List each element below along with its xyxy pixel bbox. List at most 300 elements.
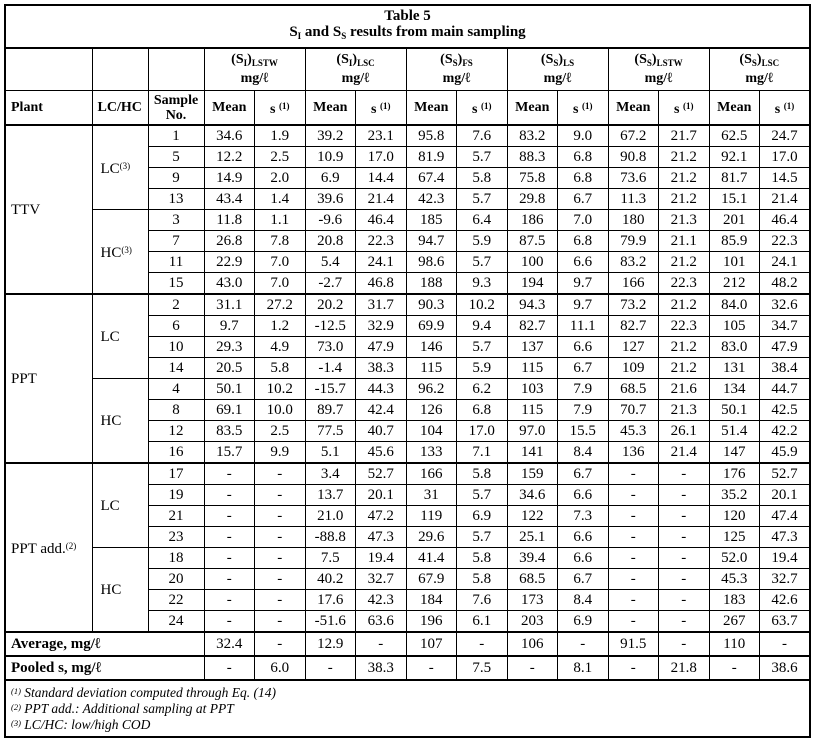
value-cell: 2.5 <box>255 147 306 168</box>
summary-value-cell: 12.9 <box>305 632 356 656</box>
summary-value-cell: 7.5 <box>457 656 508 680</box>
value-cell: 6.7 <box>558 569 609 590</box>
value-cell: 97.0 <box>507 421 558 442</box>
sample-no-cell: 20 <box>148 569 204 590</box>
summary-value-cell: 8.1 <box>558 656 609 680</box>
sample-no-cell: 14 <box>148 358 204 379</box>
sample-no-cell: 10 <box>148 337 204 358</box>
value-cell: -51.6 <box>305 611 356 633</box>
value-cell: 31.1 <box>204 294 255 316</box>
value-cell: 89.7 <box>305 400 356 421</box>
value-cell: 101 <box>709 252 760 273</box>
value-cell: 45.6 <box>356 442 407 464</box>
value-cell: - <box>659 569 710 590</box>
value-cell: 166 <box>608 273 659 295</box>
summary-value-cell: - <box>406 656 457 680</box>
value-cell: 7.9 <box>558 400 609 421</box>
value-cell: 115 <box>406 358 457 379</box>
value-cell: - <box>204 548 255 569</box>
value-cell: 23.1 <box>356 125 407 147</box>
group-header-S-LSTW: $(S_S)_{LSTW}$ mg/ℓ <box>608 48 709 91</box>
value-cell: 21.3 <box>659 210 710 231</box>
value-cell: 141 <box>507 442 558 464</box>
value-cell: 45.3 <box>608 421 659 442</box>
value-cell: 100 <box>507 252 558 273</box>
value-cell: 11.1 <box>558 316 609 337</box>
s-header: s $^{(1)}$ <box>760 91 811 126</box>
value-cell: 104 <box>406 421 457 442</box>
sample-no-cell: 3 <box>148 210 204 231</box>
value-cell: 14.9 <box>204 168 255 189</box>
value-cell: 201 <box>709 210 760 231</box>
value-cell: 10.9 <box>305 147 356 168</box>
value-cell: - <box>255 611 306 633</box>
value-cell: - <box>255 527 306 548</box>
value-cell: 14.5 <box>760 168 811 189</box>
value-cell: - <box>659 590 710 611</box>
value-cell: 7.5 <box>305 548 356 569</box>
value-cell: 24.1 <box>760 252 811 273</box>
value-cell: 1.1 <box>255 210 306 231</box>
value-cell: 50.1 <box>709 400 760 421</box>
value-cell: 75.8 <box>507 168 558 189</box>
value-cell: 5.7 <box>457 527 508 548</box>
value-cell: 9.7 <box>558 273 609 295</box>
value-cell: 83.0 <box>709 337 760 358</box>
footnote: $^{(2)}$ PPT add.: Additional sampling at PPT <box>11 701 234 716</box>
value-cell: 21.4 <box>356 189 407 210</box>
mean-header: Mean <box>305 91 356 126</box>
value-cell: 21.2 <box>659 147 710 168</box>
value-cell: 203 <box>507 611 558 633</box>
table-row <box>5 379 810 400</box>
value-cell: 68.5 <box>507 569 558 590</box>
table5 <box>4 4 811 738</box>
s-header: s $^{(1)}$ <box>659 91 710 126</box>
value-cell: 24.7 <box>760 125 811 147</box>
value-cell: 120 <box>709 506 760 527</box>
value-cell: 21.2 <box>659 358 710 379</box>
sample-no-cell: 19 <box>148 485 204 506</box>
value-cell: 83.5 <box>204 421 255 442</box>
value-cell: 7.9 <box>558 379 609 400</box>
value-cell: 51.4 <box>709 421 760 442</box>
value-cell: - <box>608 506 659 527</box>
value-cell: 4.9 <box>255 337 306 358</box>
value-cell: 5.7 <box>457 485 508 506</box>
value-cell: 20.5 <box>204 358 255 379</box>
value-cell: 103 <box>507 379 558 400</box>
summary-value-cell: - <box>608 656 659 680</box>
value-cell: 176 <box>709 463 760 485</box>
lchc-label-cell: LC <box>92 294 148 379</box>
value-cell: 6.8 <box>558 147 609 168</box>
value-cell: 136 <box>608 442 659 464</box>
value-cell: 43.0 <box>204 273 255 295</box>
value-cell: 21.4 <box>760 189 811 210</box>
value-cell: 126 <box>406 400 457 421</box>
value-cell: 122 <box>507 506 558 527</box>
value-cell: 47.9 <box>760 337 811 358</box>
value-cell: 6.8 <box>457 400 508 421</box>
value-cell: 15.5 <box>558 421 609 442</box>
sample-no-header: Sample No. <box>148 91 204 126</box>
value-cell: 41.4 <box>406 548 457 569</box>
value-cell: 46.8 <box>356 273 407 295</box>
value-cell: 183 <box>709 590 760 611</box>
summary-value-cell: - <box>659 632 710 656</box>
value-cell: 35.2 <box>709 485 760 506</box>
value-cell: 43.4 <box>204 189 255 210</box>
group-header-S-LSC: $(S_S)_{LSC}$ mg/ℓ <box>709 48 810 91</box>
sample-no-cell: 8 <box>148 400 204 421</box>
value-cell: 26.8 <box>204 231 255 252</box>
value-cell: 47.4 <box>760 506 811 527</box>
value-cell: 73.2 <box>608 294 659 316</box>
value-cell: 6.6 <box>558 548 609 569</box>
value-cell: -1.4 <box>305 358 356 379</box>
blank-header-cell <box>92 48 148 91</box>
value-cell: 6.9 <box>457 506 508 527</box>
value-cell: - <box>608 569 659 590</box>
value-cell: 27.2 <box>255 294 306 316</box>
value-cell: 12.2 <box>204 147 255 168</box>
value-cell: 34.7 <box>760 316 811 337</box>
value-cell: 68.5 <box>608 379 659 400</box>
sample-no-cell: 5 <box>148 147 204 168</box>
value-cell: 1.4 <box>255 189 306 210</box>
value-cell: - <box>255 506 306 527</box>
value-cell: 20.2 <box>305 294 356 316</box>
summary-value-cell: - <box>356 632 407 656</box>
value-cell: - <box>608 611 659 633</box>
value-cell: 11.3 <box>608 189 659 210</box>
value-cell: -12.5 <box>305 316 356 337</box>
value-cell: 7.6 <box>457 125 508 147</box>
value-cell: - <box>659 611 710 633</box>
summary-value-cell: - <box>305 656 356 680</box>
value-cell: 6.8 <box>558 231 609 252</box>
value-cell: 39.4 <box>507 548 558 569</box>
value-cell: 81.7 <box>709 168 760 189</box>
plant-label-cell: TTV <box>5 125 92 294</box>
summary-value-cell: 6.0 <box>255 656 306 680</box>
value-cell: 11.8 <box>204 210 255 231</box>
value-cell: 70.7 <box>608 400 659 421</box>
value-cell: 5.9 <box>457 358 508 379</box>
value-cell: 6.7 <box>558 189 609 210</box>
plant-label-cell: PPT add.$^{(2)}$ <box>5 463 92 632</box>
value-cell: 39.6 <box>305 189 356 210</box>
column-header-row <box>5 91 810 126</box>
value-cell: 6.4 <box>457 210 508 231</box>
table-row <box>5 294 810 316</box>
summary-value-cell: - <box>457 632 508 656</box>
group-header-S-FS: $(S_S)_{FS}$ mg/ℓ <box>406 48 507 91</box>
plant-header: Plant <box>5 91 92 126</box>
value-cell: 69.9 <box>406 316 457 337</box>
group-header-I-LSTW: $(S_I)_{LSTW}$ mg/ℓ <box>204 48 305 91</box>
value-cell: 67.9 <box>406 569 457 590</box>
value-cell: 34.6 <box>507 485 558 506</box>
value-cell: 119 <box>406 506 457 527</box>
average-row <box>5 632 810 656</box>
value-cell: - <box>659 506 710 527</box>
value-cell: 21.2 <box>659 168 710 189</box>
summary-value-cell: 106 <box>507 632 558 656</box>
value-cell: 22.9 <box>204 252 255 273</box>
value-cell: 6.6 <box>558 527 609 548</box>
value-cell: 32.6 <box>760 294 811 316</box>
sample-no-cell: 22 <box>148 590 204 611</box>
value-cell: - <box>255 590 306 611</box>
table-number: Table 5 <box>384 8 431 24</box>
value-cell: 6.9 <box>305 168 356 189</box>
value-cell: 42.3 <box>356 590 407 611</box>
value-cell: 8.4 <box>558 442 609 464</box>
value-cell: 20.1 <box>760 485 811 506</box>
value-cell: 10.2 <box>457 294 508 316</box>
value-cell: 173 <box>507 590 558 611</box>
value-cell: 9.3 <box>457 273 508 295</box>
value-cell: 45.3 <box>709 569 760 590</box>
pooled-s-row <box>5 656 810 680</box>
value-cell: 39.2 <box>305 125 356 147</box>
title-row <box>5 5 810 48</box>
value-cell: 52.7 <box>356 463 407 485</box>
value-cell: 47.2 <box>356 506 407 527</box>
value-cell: - <box>659 527 710 548</box>
value-cell: 38.4 <box>760 358 811 379</box>
value-cell: 7.6 <box>457 590 508 611</box>
value-cell: 94.3 <box>507 294 558 316</box>
value-cell: 10.0 <box>255 400 306 421</box>
mean-header: Mean <box>608 91 659 126</box>
value-cell: 20.8 <box>305 231 356 252</box>
sample-no-cell: 23 <box>148 527 204 548</box>
value-cell: 42.3 <box>406 189 457 210</box>
value-cell: 50.1 <box>204 379 255 400</box>
value-cell: - <box>608 548 659 569</box>
value-cell: 5.7 <box>457 337 508 358</box>
value-cell: 15.1 <box>709 189 760 210</box>
value-cell: 77.5 <box>305 421 356 442</box>
value-cell: 21.2 <box>659 189 710 210</box>
value-cell: 194 <box>507 273 558 295</box>
value-cell: 24.1 <box>356 252 407 273</box>
value-cell: 85.9 <box>709 231 760 252</box>
value-cell: 88.3 <box>507 147 558 168</box>
table-row <box>5 210 810 231</box>
summary-value-cell: - <box>507 656 558 680</box>
value-cell: 21.1 <box>659 231 710 252</box>
value-cell: 38.3 <box>356 358 407 379</box>
value-cell: 45.9 <box>760 442 811 464</box>
value-cell: 63.7 <box>760 611 811 633</box>
value-cell: 20.1 <box>356 485 407 506</box>
value-cell: 83.2 <box>608 252 659 273</box>
summary-value-cell: 38.6 <box>760 656 811 680</box>
summary-label-cell: Pooled s, mg/ℓ <box>5 656 204 680</box>
value-cell: 83.2 <box>507 125 558 147</box>
group-header-I-LSC: $(S_I)_{LSC}$ mg/ℓ <box>305 48 406 91</box>
table-row <box>5 125 810 147</box>
value-cell: 46.4 <box>760 210 811 231</box>
value-cell: 2.5 <box>255 421 306 442</box>
value-cell: 82.7 <box>507 316 558 337</box>
value-cell: 15.7 <box>204 442 255 464</box>
value-cell: 9.9 <box>255 442 306 464</box>
lchc-label-cell: LC$^{(3)}$ <box>92 125 148 210</box>
value-cell: 105 <box>709 316 760 337</box>
s-header: s $^{(1)}$ <box>255 91 306 126</box>
blank-header-cell <box>148 48 204 91</box>
value-cell: 42.2 <box>760 421 811 442</box>
value-cell: 5.7 <box>457 252 508 273</box>
value-cell: 7.8 <box>255 231 306 252</box>
lchc-label-cell: HC <box>92 548 148 633</box>
value-cell: 13.7 <box>305 485 356 506</box>
footnote: $^{(3)}$ LC/HC: low/high COD <box>11 717 151 732</box>
summary-value-cell: 107 <box>406 632 457 656</box>
sample-no-cell: 7 <box>148 231 204 252</box>
value-cell: 146 <box>406 337 457 358</box>
sample-no-cell: 16 <box>148 442 204 464</box>
value-cell: - <box>659 548 710 569</box>
value-cell: 21.7 <box>659 125 710 147</box>
value-cell: - <box>659 485 710 506</box>
value-cell: 3.4 <box>305 463 356 485</box>
value-cell: 186 <box>507 210 558 231</box>
sample-no-cell: 24 <box>148 611 204 633</box>
value-cell: 29.8 <box>507 189 558 210</box>
value-cell: 21.3 <box>659 400 710 421</box>
s-header: s $^{(1)}$ <box>356 91 407 126</box>
value-cell: 1.2 <box>255 316 306 337</box>
value-cell: 185 <box>406 210 457 231</box>
mean-header: Mean <box>709 91 760 126</box>
lchc-header: LC/HC <box>92 91 148 126</box>
value-cell: 79.9 <box>608 231 659 252</box>
value-cell: 134 <box>709 379 760 400</box>
sample-no-cell: 12 <box>148 421 204 442</box>
value-cell: 96.2 <box>406 379 457 400</box>
value-cell: 17.0 <box>457 421 508 442</box>
value-cell: 32.7 <box>356 569 407 590</box>
value-cell: - <box>255 569 306 590</box>
value-cell: 40.2 <box>305 569 356 590</box>
sample-no-cell: 17 <box>148 463 204 485</box>
summary-value-cell: 21.8 <box>659 656 710 680</box>
value-cell: 5.7 <box>457 189 508 210</box>
value-cell: 212 <box>709 273 760 295</box>
lchc-label-cell: LC <box>92 463 148 548</box>
value-cell: 21.2 <box>659 337 710 358</box>
value-cell: 9.4 <box>457 316 508 337</box>
summary-value-cell: - <box>204 656 255 680</box>
value-cell: 10.2 <box>255 379 306 400</box>
value-cell: 40.7 <box>356 421 407 442</box>
sample-no-cell: 1 <box>148 125 204 147</box>
footnote: $^{(1)}$ Standard deviation computed through Eq. (14) <box>11 685 277 700</box>
value-cell: -15.7 <box>305 379 356 400</box>
value-cell: 81.9 <box>406 147 457 168</box>
value-cell: 115 <box>507 400 558 421</box>
value-cell: - <box>204 485 255 506</box>
value-cell: 21.2 <box>659 294 710 316</box>
value-cell: -2.7 <box>305 273 356 295</box>
value-cell: 95.8 <box>406 125 457 147</box>
summary-value-cell: 38.3 <box>356 656 407 680</box>
value-cell: 6.7 <box>558 463 609 485</box>
summary-value-cell: - <box>558 632 609 656</box>
value-cell: 31 <box>406 485 457 506</box>
value-cell: 63.6 <box>356 611 407 633</box>
value-cell: - <box>608 590 659 611</box>
value-cell: 267 <box>709 611 760 633</box>
value-cell: 47.9 <box>356 337 407 358</box>
value-cell: 52.0 <box>709 548 760 569</box>
summary-value-cell: 91.5 <box>608 632 659 656</box>
blank-header-cell <box>5 48 92 91</box>
value-cell: - <box>608 485 659 506</box>
value-cell: 5.8 <box>457 463 508 485</box>
value-cell: 5.4 <box>305 252 356 273</box>
value-cell: 21.0 <box>305 506 356 527</box>
value-cell: 22.3 <box>659 316 710 337</box>
value-cell: 52.7 <box>760 463 811 485</box>
value-cell: - <box>608 527 659 548</box>
table-subtitle: $S_I$ and $S_S$ results from main sampling <box>289 24 526 41</box>
column-group-header-row <box>5 48 810 91</box>
value-cell: 32.9 <box>356 316 407 337</box>
value-cell: 184 <box>406 590 457 611</box>
value-cell: 62.5 <box>709 125 760 147</box>
summary-value-cell: 110 <box>709 632 760 656</box>
value-cell: - <box>204 611 255 633</box>
value-cell: 196 <box>406 611 457 633</box>
sample-no-cell: 15 <box>148 273 204 295</box>
value-cell: 22.3 <box>356 231 407 252</box>
value-cell: 21.2 <box>659 252 710 273</box>
value-cell: 29.3 <box>204 337 255 358</box>
value-cell: 42.6 <box>760 590 811 611</box>
value-cell: 31.7 <box>356 294 407 316</box>
sample-no-cell: 6 <box>148 316 204 337</box>
value-cell: 47.3 <box>760 527 811 548</box>
sample-no-cell: 13 <box>148 189 204 210</box>
value-cell: 9.0 <box>558 125 609 147</box>
value-cell: 69.1 <box>204 400 255 421</box>
value-cell: 133 <box>406 442 457 464</box>
value-cell: 7.0 <box>558 210 609 231</box>
value-cell: - <box>255 463 306 485</box>
value-cell: -9.6 <box>305 210 356 231</box>
value-cell: 6.6 <box>558 252 609 273</box>
value-cell: 67.2 <box>608 125 659 147</box>
s-header: s $^{(1)}$ <box>558 91 609 126</box>
value-cell: - <box>255 485 306 506</box>
value-cell: 73.6 <box>608 168 659 189</box>
value-cell: 26.1 <box>659 421 710 442</box>
value-cell: - <box>255 548 306 569</box>
value-cell: 17.0 <box>760 147 811 168</box>
sample-no-cell: 21 <box>148 506 204 527</box>
value-cell: 7.3 <box>558 506 609 527</box>
group-header-S-LS: $(S_S)_{LS}$ mg/ℓ <box>507 48 608 91</box>
value-cell: 7.0 <box>255 252 306 273</box>
value-cell: 29.6 <box>406 527 457 548</box>
